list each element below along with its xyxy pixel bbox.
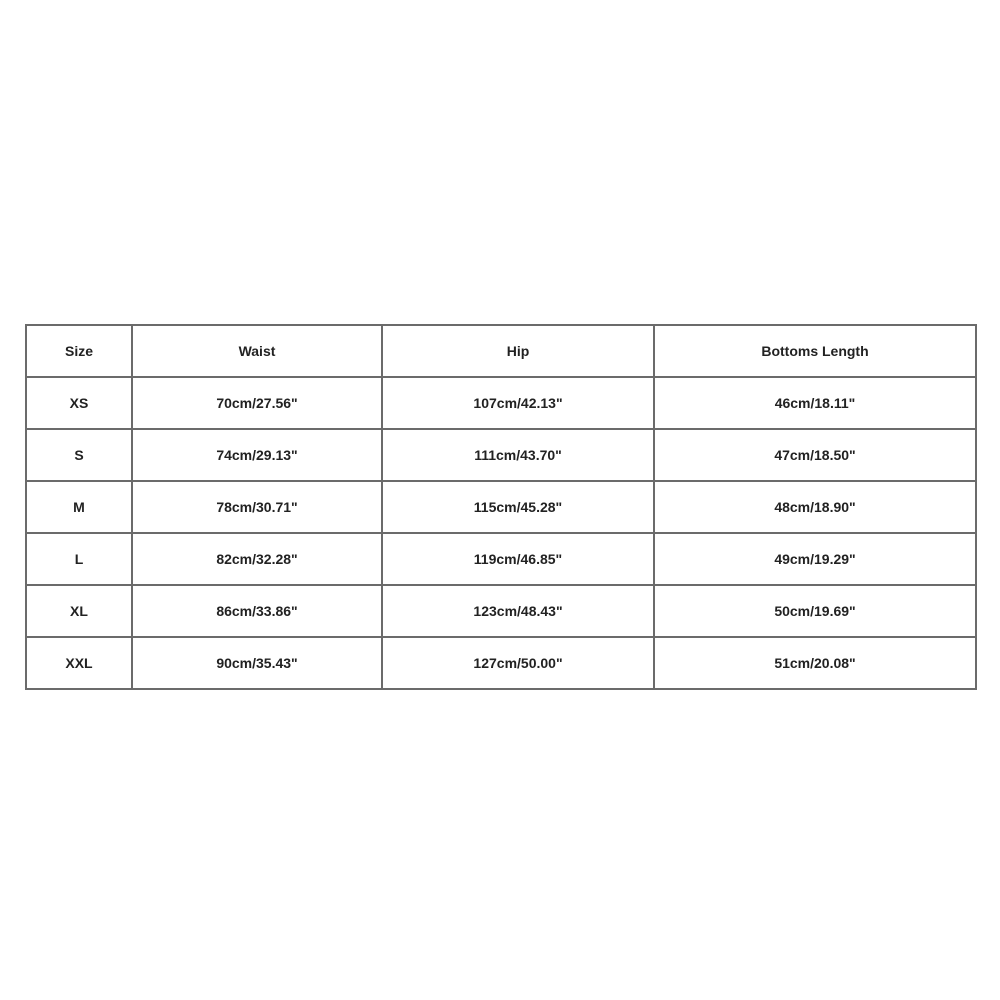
table-row [26,481,976,533]
cell-size: XS [26,377,132,429]
table-row [26,637,976,689]
cell-hip: 127cm/50.00" [382,637,654,689]
cell-bottoms-length: 48cm/18.90" [654,481,976,533]
header-row [26,325,976,377]
cell-size: XXL [26,637,132,689]
header-hip: Hip [382,325,654,377]
cell-bottoms-length: 51cm/20.08" [654,637,976,689]
cell-hip: 115cm/45.28" [382,481,654,533]
table-row [26,533,976,585]
header-bottoms-length: Bottoms Length [654,325,976,377]
header-waist: Waist [132,325,382,377]
size-chart-table [25,324,977,690]
cell-waist: 74cm/29.13" [132,429,382,481]
cell-waist: 86cm/33.86" [132,585,382,637]
cell-bottoms-length: 49cm/19.29" [654,533,976,585]
cell-bottoms-length: 47cm/18.50" [654,429,976,481]
cell-waist: 90cm/35.43" [132,637,382,689]
cell-size: S [26,429,132,481]
cell-size: XL [26,585,132,637]
table-row [26,585,976,637]
cell-hip: 107cm/42.13" [382,377,654,429]
cell-waist: 78cm/30.71" [132,481,382,533]
table-body [26,377,976,689]
table-row [26,429,976,481]
table-header [26,325,976,377]
cell-hip: 119cm/46.85" [382,533,654,585]
cell-waist: 82cm/32.28" [132,533,382,585]
cell-hip: 123cm/48.43" [382,585,654,637]
cell-size: M [26,481,132,533]
header-size: Size [26,325,132,377]
cell-waist: 70cm/27.56" [132,377,382,429]
cell-bottoms-length: 50cm/19.69" [654,585,976,637]
table-row [26,377,976,429]
cell-hip: 111cm/43.70" [382,429,654,481]
cell-bottoms-length: 46cm/18.11" [654,377,976,429]
cell-size: L [26,533,132,585]
